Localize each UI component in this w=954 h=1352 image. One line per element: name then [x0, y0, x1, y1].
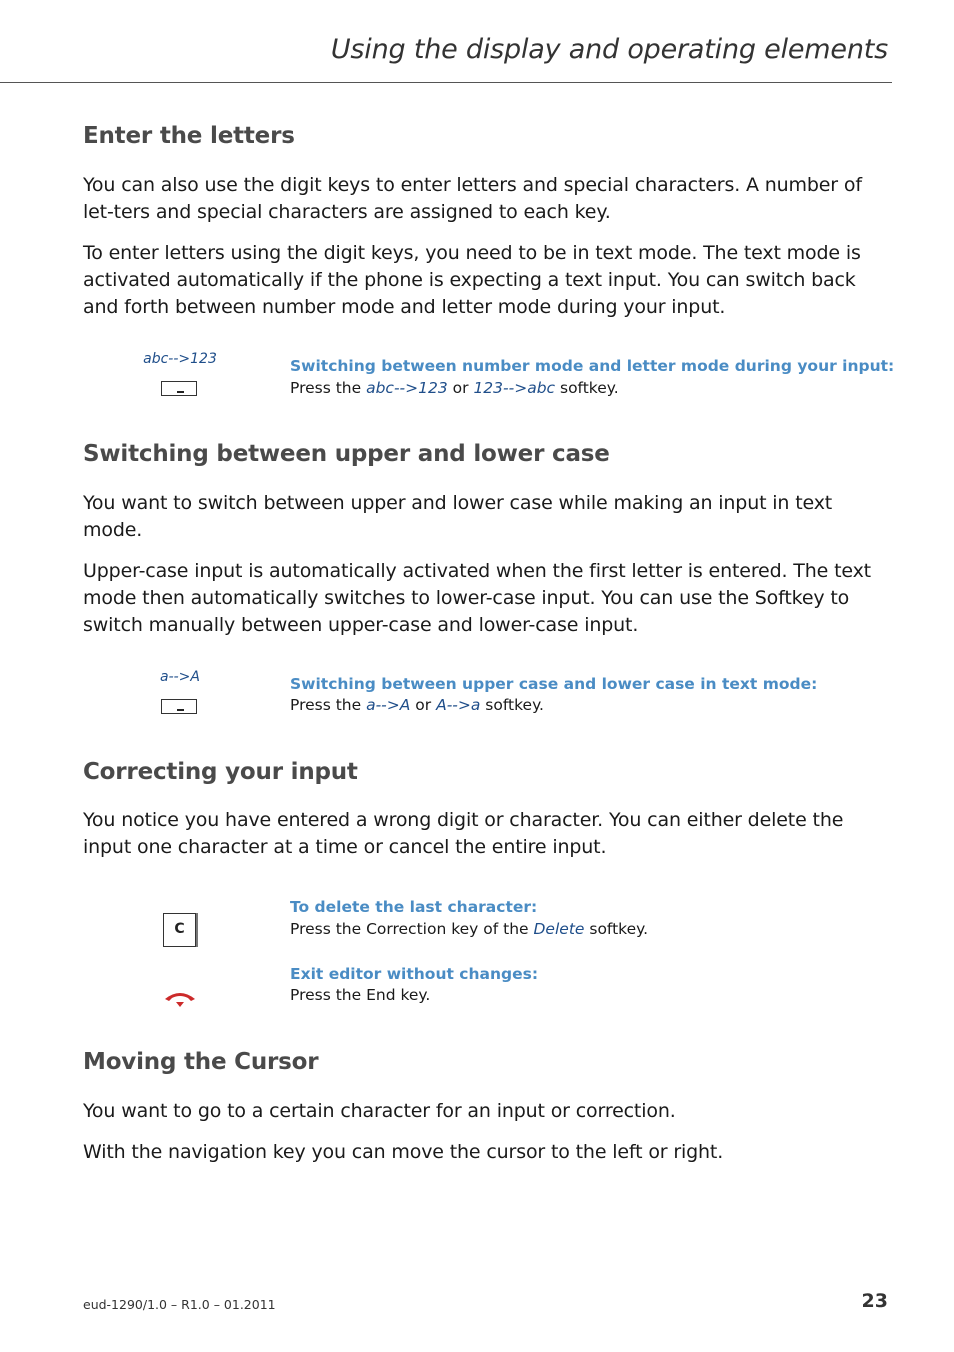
- softkey-name: 123-->abc: [473, 379, 556, 397]
- page-number: 23: [861, 1290, 888, 1312]
- softkey-label: a-->A: [160, 669, 200, 685]
- step-text: Press the abc-->123 or 123-->abc softkey.: [290, 379, 619, 397]
- step-text: Press the a-->A or A-->a softkey.: [290, 696, 544, 714]
- section-heading-moving-cursor: Moving the Cursor: [83, 1049, 319, 1075]
- end-call-icon: [162, 988, 198, 1010]
- paragraph: To enter letters using the digit keys, you need to be in text mode. The text mode is activated automatically if the phone is expecting a text input. You can switch back and forth between number mode and letter mode during your input.: [83, 242, 861, 318]
- step-heading: Exit editor without changes:: [290, 965, 539, 983]
- step-text: Press the Correction key of the Delete softkey.: [290, 920, 649, 938]
- softkey-label: abc-->123: [143, 351, 217, 367]
- softkey-icon: [161, 381, 197, 396]
- softkey-name: A-->a: [436, 696, 481, 714]
- paragraph: Upper-case input is automatically activated when the first letter is entered. The text mode then automatically switches to lower-case input. You can use the Softkey to switch manually between upper-case and lower-case input.: [83, 560, 871, 636]
- section-heading-enter-letters: Enter the letters: [83, 123, 295, 149]
- step-heading: Switching between upper case and lower case in text mode:: [290, 675, 818, 693]
- header-divider: [0, 82, 892, 83]
- document-id: eud-1290/1.0 – R1.0 – 01.2011: [83, 1297, 276, 1312]
- softkey-name: a-->A: [366, 696, 411, 714]
- paragraph: You want to switch between upper and lower case while making an input in text mode.: [83, 492, 833, 541]
- paragraph: You want to go to a certain character for an input or correction.: [83, 1100, 676, 1122]
- softkey-name: Delete: [533, 920, 585, 938]
- softkey-icon: [161, 699, 197, 714]
- running-header-title: Using the display and operating elements: [330, 34, 888, 65]
- paragraph: You can also use the digit keys to enter letters and special characters. A number of let-ters and special characters are assigned to each key.: [83, 174, 862, 223]
- step-text: Press the End key.: [290, 986, 431, 1004]
- paragraph: You notice you have entered a wrong digit or character. You can either delete the input one character at a time or cancel the entire input.: [83, 809, 844, 858]
- section-heading-correcting-input: Correcting your input: [83, 759, 358, 785]
- section-heading-upper-lower-case: Switching between upper and lower case: [83, 441, 610, 467]
- step-heading: Switching between number mode and letter mode during your input:: [290, 357, 895, 375]
- paragraph: With the navigation key you can move the cursor to the left or right.: [83, 1141, 724, 1163]
- step-heading: To delete the last character:: [290, 898, 538, 916]
- softkey-name: abc-->123: [366, 379, 448, 397]
- correction-key-icon: C: [163, 913, 196, 947]
